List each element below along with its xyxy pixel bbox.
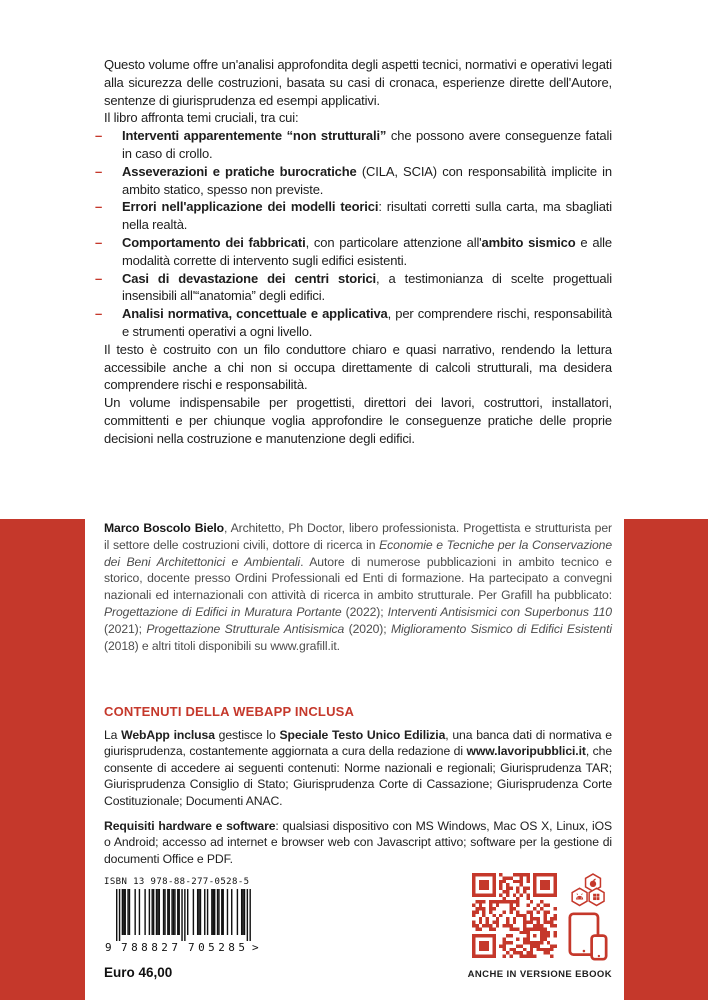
devices-icon xyxy=(568,912,608,961)
synopsis-lead-in: Il libro affronta temi cruciali, tra cui: xyxy=(104,110,299,126)
svg-text:788827: 788827 xyxy=(121,941,178,954)
svg-text:9: 9 xyxy=(105,941,112,954)
synopsis xyxy=(95,56,613,448)
qr-row xyxy=(472,873,608,961)
webapp-description: La WebApp inclusa gestisce lo Speciale Testo Unico Edilizia, una banca dati di normativa e giurisprudenza, costantemente aggiornata a cura della redazione di www.lavoripubblici.it, che consente di accedere ai seguenti contenuti: Norme nazionali e regionali; Giurisprudenza TAR; Giurisprudenza Consiglio di Stato; Giurisprudenza Corte di Cassazione; Giurisprudenza Corte Costituzionale; Documenti ANAC. xyxy=(104,728,612,808)
left-red-bar xyxy=(0,519,85,1000)
price: Euro 46,00 xyxy=(104,965,173,981)
list-item-text: Errori nell'applicazione dei modelli teorici: risultati corretti sulla carta, ma sbagliati nella realtà. xyxy=(122,199,612,233)
qr-code-icon xyxy=(472,873,557,958)
platform-icons xyxy=(568,873,608,961)
list-item xyxy=(95,163,613,199)
ebook-block xyxy=(468,873,612,980)
synopsis-closing-2: Un volume indispensabile per progettisti, direttori dei lavori, costruttori, installatori, committenti e per chiunque voglia approfondire le conseguenze pratiche delle proprie decisioni nella costruzione e manutenzione degli edifici. xyxy=(104,395,612,446)
right-red-bar xyxy=(624,519,708,1000)
platform-hexagons-icon xyxy=(568,873,608,907)
list-item xyxy=(95,270,612,306)
windows-icon xyxy=(589,889,604,906)
android-icon xyxy=(572,889,587,906)
isbn-label: ISBN 13 978-88-277-0528-5 xyxy=(104,877,250,888)
list-item xyxy=(95,234,612,270)
bullet-dash-icon: – xyxy=(95,163,103,179)
bullet-dash-icon: – xyxy=(95,199,103,215)
webapp-heading: CONTENUTI DELLA WEBAPP INCLUSA xyxy=(104,704,355,719)
bullet-list xyxy=(95,127,613,341)
list-item xyxy=(95,127,612,163)
phone-icon xyxy=(591,936,606,960)
list-item-text: Analisi normativa, concettuale e applicativa, per comprendere rischi, responsabilità e strumenti operativi a ogni livello. xyxy=(122,306,612,339)
ebook-caption: ANCHE IN VERSIONE EBOOK xyxy=(467,969,612,981)
list-item xyxy=(95,305,612,341)
list-item-text: Casi di devastazione dei centri storici, a testimonianza di scelte progettuali insensibili all'“anatomia” degli edifici. xyxy=(122,270,612,304)
webapp-section xyxy=(104,704,612,980)
list-item-text: Interventi apparentemente “non strutturali” che possono avere conseguenze fatali in caso di crollo. xyxy=(122,128,612,161)
list-item-text: Comportamento dei fabbricati, con particolare attenzione all'ambito sismico e alle modalità corrette di intervento sugli edifici esistenti. xyxy=(122,234,612,268)
list-item xyxy=(95,198,612,234)
svg-text:>: > xyxy=(252,941,259,954)
bullet-dash-icon: – xyxy=(95,306,103,322)
synopsis-paragraph: Questo volume offre un'analisi approfondita degli aspetti tecnici, normativi e operativi legati alla sicurezza delle costruzioni, basata su casi di cronaca, esperienze dirette dell'Autore, sentenze di giurisprudenza ed esempi applicativi. xyxy=(104,57,612,108)
bullet-dash-icon: – xyxy=(95,128,103,144)
synopsis-closing-1: Il testo è costruito con un filo conduttore chiaro e quasi narrativo, rendendo la lettura accessibile anche a chi non si occupa direttamente di calcoli strutturali, ma desidera comprendere rischi e responsabilità. xyxy=(104,341,612,393)
svg-text:705285: 705285 xyxy=(188,941,245,954)
list-item-text: Asseverazioni e pratiche burocratiche (CILA, SCIA) con responsabilità implicite in ambito statico, spesso non previste. xyxy=(122,163,613,197)
bullet-dash-icon: – xyxy=(95,270,103,286)
ean-barcode-icon xyxy=(104,889,262,953)
isbn-block xyxy=(104,877,262,980)
system-requirements: Requisiti hardware e software: qualsiasi dispositivo con MS Windows, Mac OS X, Linux, iOS o Android; accesso ad internet e browser web con Javascript attivo; software per la gestione di documenti Office e PDF. xyxy=(104,819,612,866)
footer-row xyxy=(104,877,612,980)
author-bio: Marco Boscolo Bielo, Architetto, Ph Doctor, libero professionista. Progettista e strutturista per il settore delle costruzioni civili, dottore di ricerca in Economie e Tecniche per la Conservazione dei Beni Architettonici e Ambientali. Autore di numerose pubblicazioni in ambito tecnico e storico, docente presso Ordini Professionali ed Enti di formazione. Ha partecipato a convegni nazionali ed internazionali con attività di ricerca in ambito strutturale. Per Grafill ha pubblicato: Progettazione di Edifici in Muratura Portante (2022); Interventi Antisismici con Superbonus 110 (2021); Progettazione Strutturale Antisismica (2020); Miglioramento Sismico di Edifici Esistenti (2018) e altri titoli disponibili su www.grafill.it. xyxy=(104,521,613,653)
bullet-dash-icon: – xyxy=(95,234,103,250)
